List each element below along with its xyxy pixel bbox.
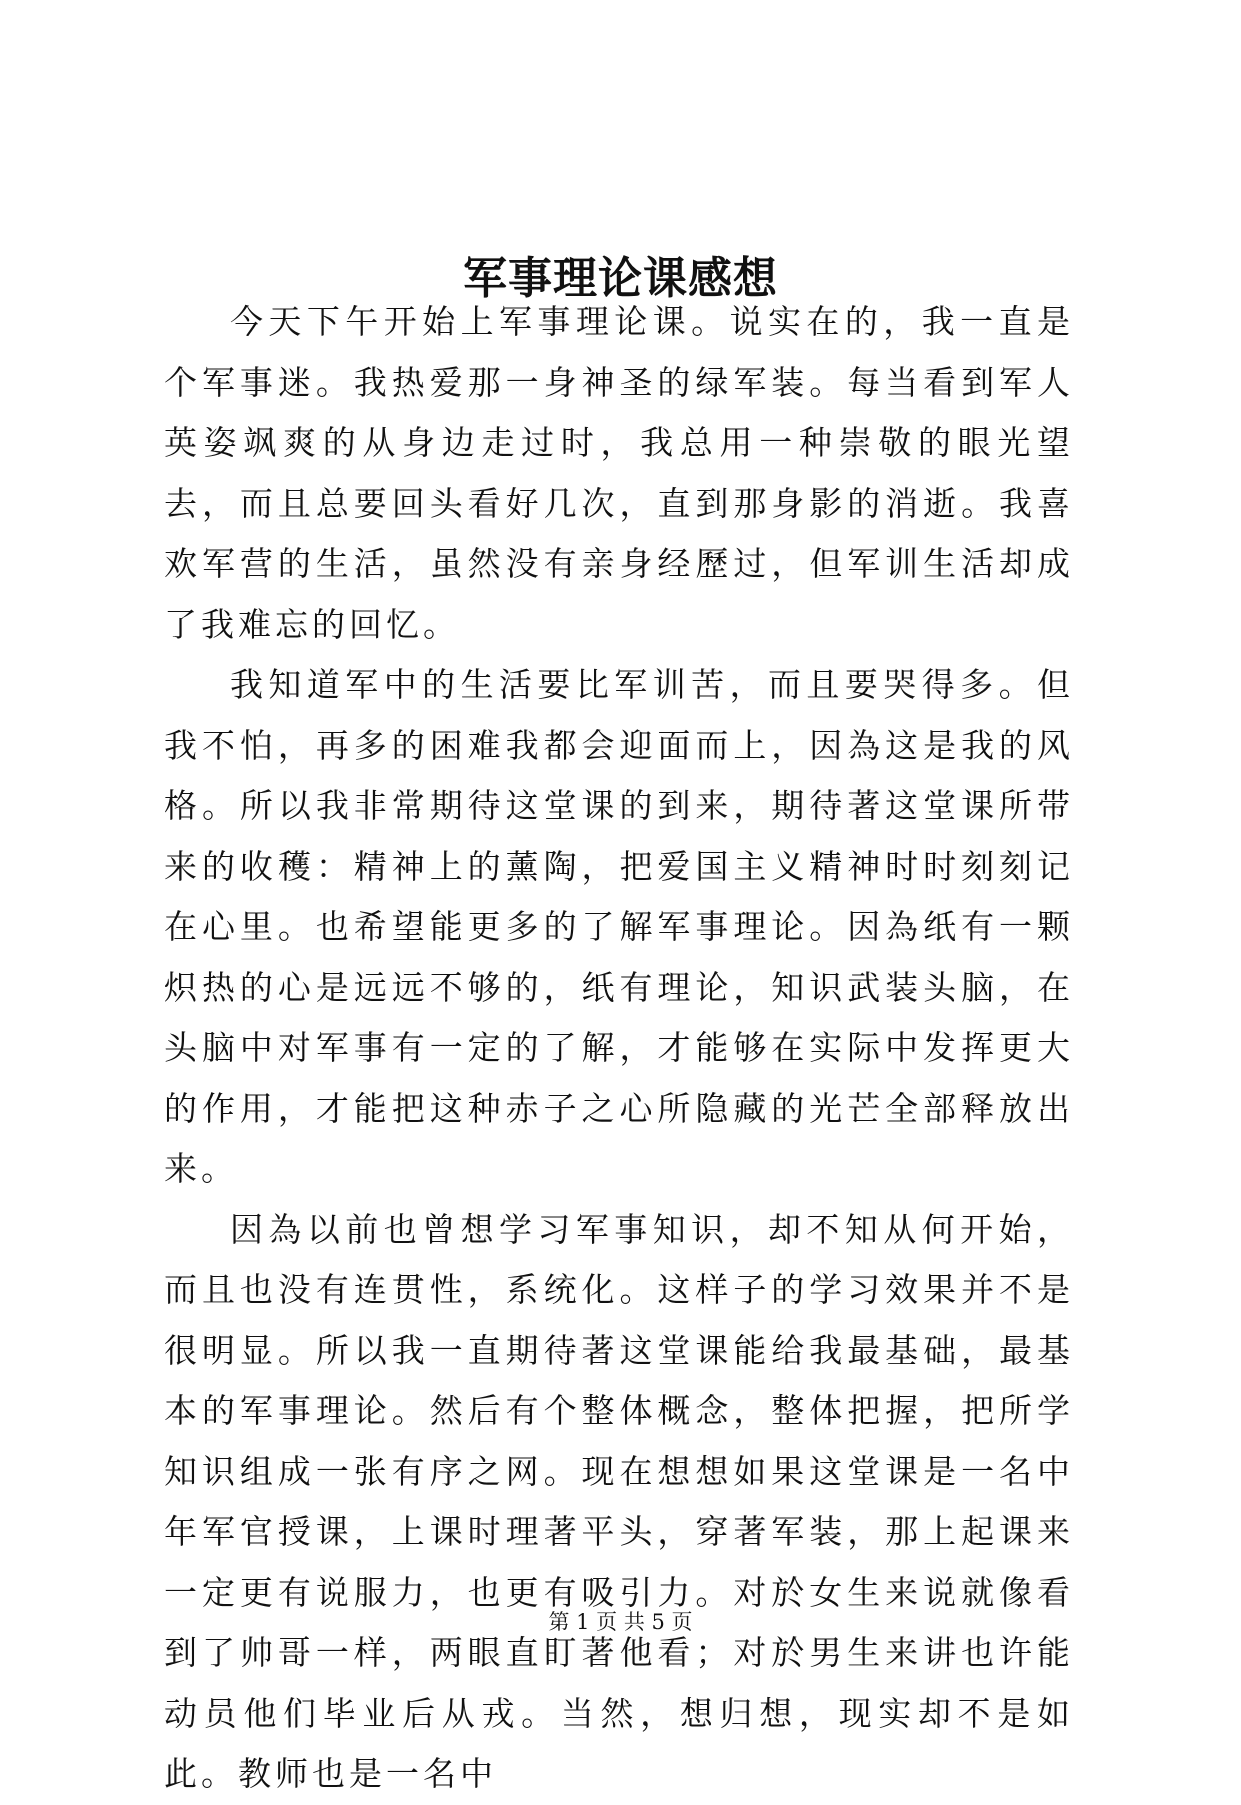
document-body <box>164 292 1074 1805</box>
page-title: 军事理论课感想 <box>463 253 778 305</box>
paragraph: 我知道军中的生活要比军训苦，而且要哭得多。但我不怕，再多的困难我都会迎面而上，因為这是我的风格。所以我非常期待这堂课的到来，期待著这堂课所带来的收穫：精神上的薰陶，把爱国主义精神时时刻刻记在心里。也希望能更多的了解军事理论。因為纸有一颗炽热的心是远远不够的，纸有理论，知识武装头脑，在头脑中对军事有一定的了解，才能够在实际中发挥更大的作用，才能把这种赤子之心所隐藏的光芒全部释放出来。 <box>164 665 1074 1188</box>
paragraph: 今天下午开始上军事理论课。说实在的，我一直是个军事迷。我热爱那一身神圣的绿军装。每当看到军人英姿飒爽的从身边走过时，我总用一种崇敬的眼光望去，而且总要回头看好几次，直到那身影的消逝。我喜欢军营的生活，虽然没有亲身经歷过，但军训生活却成了我难忘的回忆。 <box>164 302 1074 644</box>
paragraph: 因為以前也曾想学习军事知识，却不知从何开始，而且也没有连贯性，系统化。这样子的学习效果并不是很明显。所以我一直期待著这堂课能给我最基础，最基本的军事理论。然后有个整体概念，整体把握，把所学知识组成一张有序之网。现在想想如果这堂课是一名中年军官授课，上课时理著平头，穿著军装，那上起课来一定更有说服力，也更有吸引力。对於女生来说就像看到了帅哥一样，两眼直盯著他看；对於男生来讲也许能动员他们毕业后从戎。当然，想归想，现实却不是如此。教师也是一名中 <box>164 1209 1074 1793</box>
page-number-footer: 第 1 页 共 5 页 <box>548 1610 693 1634</box>
